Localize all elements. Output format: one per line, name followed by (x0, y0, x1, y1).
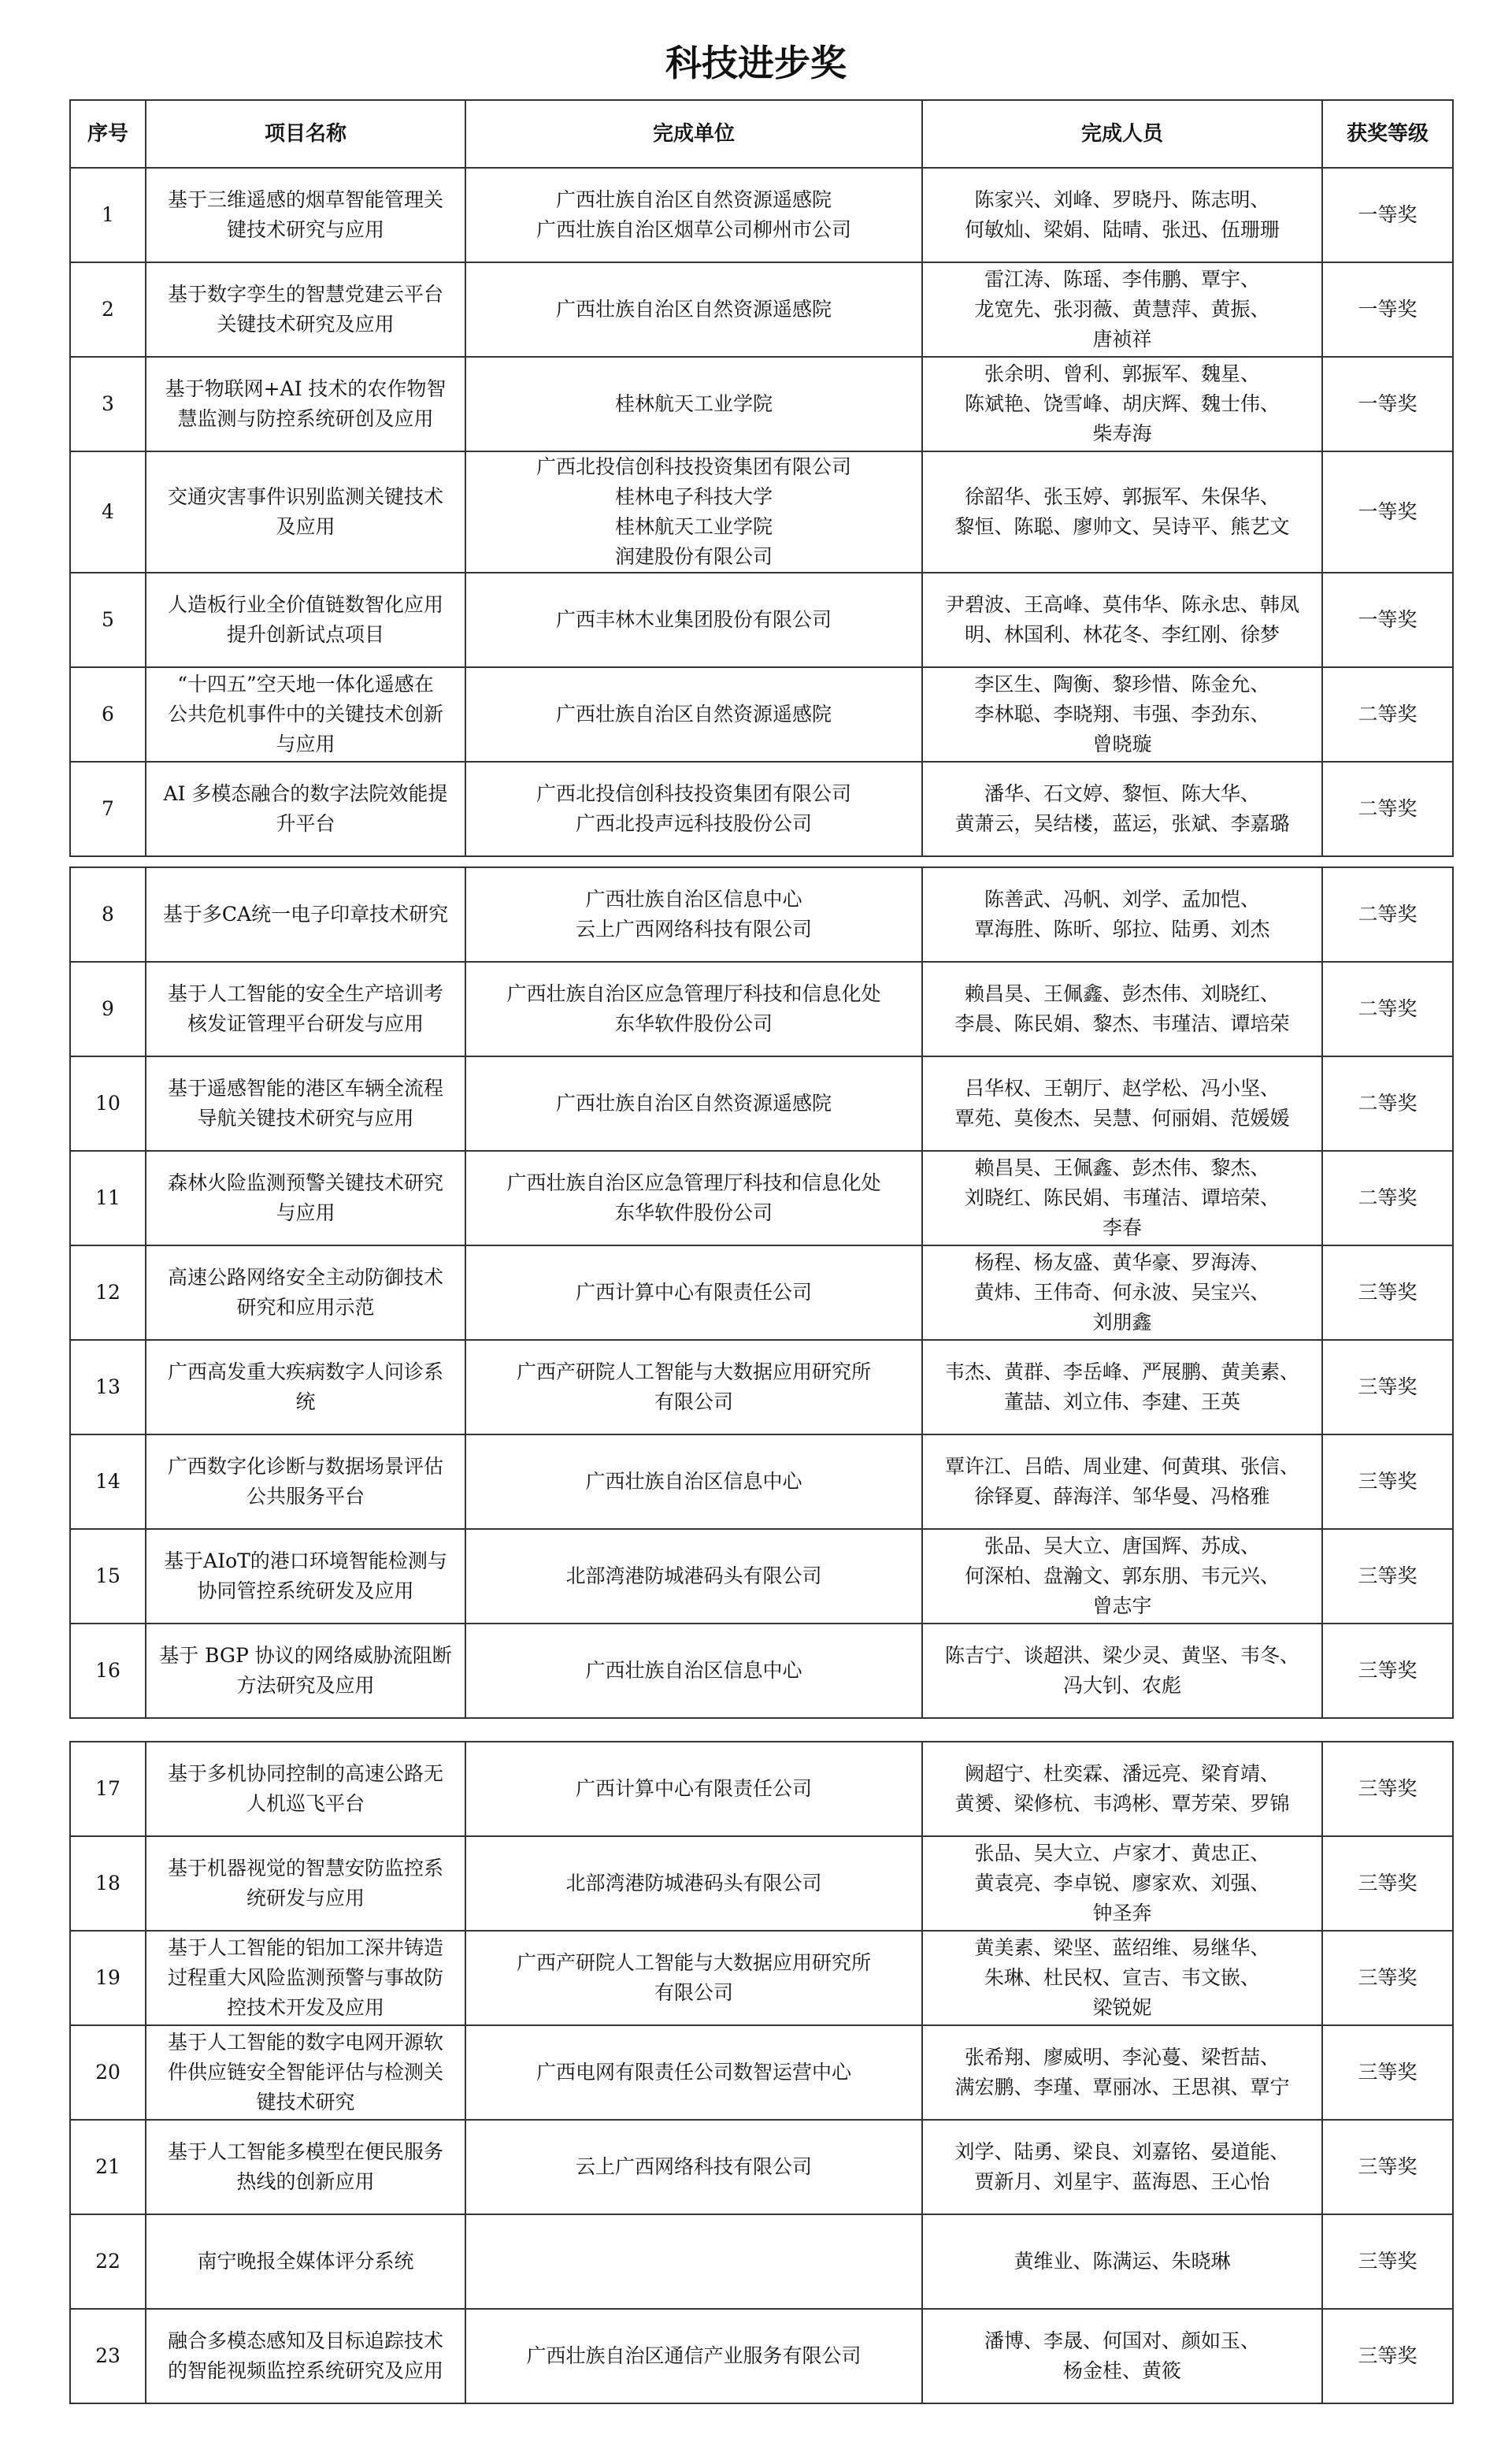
row-seq: 21 (70, 2120, 146, 2214)
unit-line: 广西壮族自治区自然资源遥感院 (555, 1092, 832, 1115)
people-line: 张余明、曾利、郭振军、魏星、 (984, 362, 1260, 385)
row-project-name (146, 357, 465, 451)
unit-line: 广西壮族自治区信息中心 (585, 1659, 802, 1682)
project-name-line: 热线的创新应用 (236, 2170, 375, 2193)
people-line: 潘华、石文婷、黎恒、陈大华、 (984, 782, 1260, 805)
people-line: 张品、吴大立、唐国辉、苏成、 (984, 1535, 1260, 1557)
table-row (70, 1434, 1453, 1529)
unit-line: 广西计算中心有限责任公司 (575, 1281, 812, 1304)
row-units (465, 1151, 922, 1245)
row-project-name (146, 1624, 465, 1718)
table-row (70, 451, 1453, 573)
project-name-line: 升平台 (276, 812, 335, 835)
unit-line: 广西计算中心有限责任公司 (575, 1777, 812, 1800)
project-name-line: 方法研究及应用 (236, 1674, 375, 1697)
unit-line: 广西产研院人工智能与大数据应用研究所 (516, 1951, 871, 1974)
row-people (922, 1931, 1322, 2025)
people-line: 杨程、杨友盛、黄华豪、罗海涛、 (974, 1251, 1270, 1274)
table-row (70, 2120, 1453, 2214)
row-units (465, 1931, 922, 2025)
people-line: 刘晓红、陈民娟、韦瑾洁、谭培荣、 (964, 1186, 1280, 1209)
table-row (70, 1931, 1453, 2025)
project-name-line: 基于 BGP 协议的网络威胁流阻断 (159, 1644, 452, 1667)
row-project-name (146, 1931, 465, 2025)
table-row (70, 1245, 1453, 1340)
table-header-row (70, 100, 1453, 168)
row-units (465, 2214, 922, 2309)
row-award-grade: 三等奖 (1322, 1742, 1453, 1836)
project-name-line: 高速公路网络安全主动防御技术 (167, 1266, 443, 1289)
row-units (465, 1742, 922, 1836)
row-units (465, 962, 922, 1056)
row-award-grade: 二等奖 (1322, 867, 1453, 962)
project-name-line: 基于AIoT的港口环境智能检测与 (164, 1549, 447, 1572)
table-row (70, 262, 1453, 357)
people-line: 张品、吴大立、卢家才、黄忠正、 (974, 1842, 1270, 1865)
table-row (70, 2309, 1453, 2403)
project-name-line: 件供应链安全智能评估与检测关 (167, 2061, 443, 2084)
row-units (465, 262, 922, 357)
people-line: 覃苑、莫俊杰、吴慧、何丽娟、范媛媛 (954, 1107, 1290, 1130)
row-award-grade: 三等奖 (1322, 1434, 1453, 1529)
header-unit: 完成单位 (465, 100, 922, 168)
project-name-line: 融合多模态感知及目标追踪技术 (167, 2329, 443, 2352)
project-name-line: 人造板行业全价值链数智化应用 (167, 593, 443, 616)
row-people (922, 867, 1322, 962)
row-award-grade: 三等奖 (1322, 1529, 1453, 1624)
row-seq: 19 (70, 1931, 146, 2025)
project-name-line: 基于多CA统一电子印章技术研究 (162, 903, 449, 926)
row-units (465, 1836, 922, 1931)
unit-line: 有限公司 (654, 1390, 733, 1413)
row-award-grade: 三等奖 (1322, 1245, 1453, 1340)
row-project-name (146, 867, 465, 962)
unit-line: 广西壮族自治区自然资源遥感院 (555, 188, 832, 211)
project-name-line: 基于人工智能的铝加工深井铸造 (167, 1936, 443, 1959)
row-people (922, 1434, 1322, 1529)
row-units (465, 1624, 922, 1718)
people-line: 吕华权、王朝厅、赵学松、冯小坚、 (964, 1077, 1280, 1100)
table-row (70, 2025, 1453, 2120)
row-project-name (146, 667, 465, 762)
project-name-line: “十四五”空天地一体化遥感在 (177, 673, 434, 696)
unit-line: 润建股份有限公司 (614, 545, 773, 568)
row-units (465, 1056, 922, 1151)
people-line: 刘朋鑫 (1092, 1311, 1152, 1334)
unit-line: 广西壮族自治区通信产业服务有限公司 (526, 2344, 862, 2367)
row-project-name (146, 1529, 465, 1624)
table-row (70, 667, 1453, 762)
table-row (70, 1624, 1453, 1718)
row-people (922, 2214, 1322, 2309)
project-name-line: 键技术研究 (256, 2091, 355, 2113)
project-name-line: 统 (295, 1390, 316, 1413)
row-award-grade: 二等奖 (1322, 1056, 1453, 1151)
row-seq: 3 (70, 357, 146, 451)
project-name-line: 关键技术研究及应用 (217, 313, 395, 336)
row-seq: 1 (70, 168, 146, 262)
unit-line: 北部湾港防城港码头有限公司 (565, 1564, 822, 1587)
row-people (922, 1056, 1322, 1151)
people-line: 董喆、刘立伟、李建、王英 (1003, 1390, 1240, 1413)
row-people (922, 1529, 1322, 1624)
row-award-grade: 三等奖 (1322, 1340, 1453, 1434)
unit-line: 广西壮族自治区应急管理厅科技和信息化处 (506, 982, 881, 1005)
people-line: 陈吉宁、谈超洪、梁少灵、黄坚、韦冬、 (944, 1644, 1299, 1667)
row-seq: 23 (70, 2309, 146, 2403)
people-line: 张希翔、廖威明、李沁蔓、梁哲喆、 (964, 2046, 1280, 2069)
row-units (465, 573, 922, 667)
people-line: 唐祯祥 (1092, 328, 1152, 351)
people-line: 何敏灿、梁娟、陆晴、张迅、伍珊珊 (964, 218, 1280, 241)
project-name-line: AI 多模态融合的数字法院效能提 (163, 782, 448, 805)
people-line: 杨金桂、黄筱 (1062, 2359, 1181, 2382)
row-people (922, 962, 1322, 1056)
row-seq: 7 (70, 762, 146, 856)
row-people (922, 1624, 1322, 1718)
row-award-grade: 三等奖 (1322, 1624, 1453, 1718)
unit-line: 广西产研院人工智能与大数据应用研究所 (516, 1360, 871, 1383)
row-seq: 5 (70, 573, 146, 667)
project-name-line: 基于数字孪生的智慧党建云平台 (167, 283, 443, 306)
row-people (922, 451, 1322, 573)
row-seq: 4 (70, 451, 146, 573)
row-project-name (146, 1434, 465, 1529)
project-name-line: 提升创新试点项目 (226, 623, 384, 646)
row-units (465, 667, 922, 762)
project-name-line: 基于物联网+AI 技术的农作物智 (165, 377, 447, 400)
people-line: 黄袁亮、李卓锐、廖家欢、刘强、 (974, 1872, 1270, 1894)
project-name-line: 与应用 (276, 733, 335, 755)
row-award-grade: 三等奖 (1322, 2120, 1453, 2214)
row-seq: 9 (70, 962, 146, 1056)
row-project-name (146, 1836, 465, 1931)
people-line: 黄美素、梁坚、蓝绍维、易继华、 (974, 1936, 1270, 1959)
row-project-name (146, 962, 465, 1056)
row-seq: 20 (70, 2025, 146, 2120)
people-line: 黄维业、陈满运、朱晓琳 (1014, 2250, 1231, 2273)
row-award-grade: 一等奖 (1322, 357, 1453, 451)
people-line: 覃许江、吕皓、周业建、何黄琪、张信、 (944, 1455, 1299, 1478)
table-row (70, 1836, 1453, 1931)
unit-line: 东华软件股份公司 (614, 1012, 773, 1035)
unit-line: 北部湾港防城港码头有限公司 (565, 1872, 822, 1894)
unit-line: 桂林电子科技大学 (614, 485, 773, 508)
project-name-line: 过程重大风险监测预警与事故防 (167, 1966, 443, 1989)
unit-line: 广西壮族自治区应急管理厅科技和信息化处 (506, 1171, 881, 1194)
people-line: 赖昌昊、王佩鑫、彭杰伟、黎杰、 (974, 1156, 1270, 1179)
people-line: 刘学、陆勇、梁良、刘嘉铭、晏道能、 (954, 2140, 1290, 2163)
project-name-line: 慧监测与防控系统研创及应用 (177, 407, 434, 430)
table-row (70, 1529, 1453, 1624)
row-units (465, 2120, 922, 2214)
people-line: 阙超宁、杜奕霖、潘远亮、梁育靖、 (964, 1762, 1280, 1785)
project-name-line: 及应用 (276, 515, 335, 538)
table-row (70, 1151, 1453, 1245)
header-seq: 序号 (70, 100, 146, 168)
row-award-grade: 三等奖 (1322, 2025, 1453, 2120)
row-units (465, 1245, 922, 1340)
people-line: 满宏鹏、李瑾、覃丽冰、王思祺、覃宁 (954, 2076, 1290, 2099)
people-line: 明、林国利、林花冬、李红刚、徐梦 (964, 623, 1280, 646)
row-project-name (146, 168, 465, 262)
unit-line: 广西北投信创科技投资集团有限公司 (536, 782, 851, 805)
header-people: 完成人员 (922, 100, 1322, 168)
unit-line: 广西壮族自治区信息中心 (585, 1470, 802, 1493)
project-name-line: 基于人工智能的安全生产培训考 (167, 982, 443, 1005)
people-line: 尹碧波、王高峰、莫伟华、陈永忠、韩凤 (944, 593, 1299, 616)
project-name-line: 森林火险监测预警关键技术研究 (167, 1171, 443, 1194)
people-line: 黎恒、陈聪、廖帅文、吴诗平、熊艺文 (954, 515, 1290, 538)
row-seq: 22 (70, 2214, 146, 2309)
row-seq: 8 (70, 867, 146, 962)
people-line: 李春 (1102, 1216, 1142, 1239)
table-row (70, 867, 1453, 962)
people-line: 李晨、陈民娟、黎杰、韦瑾洁、谭培荣 (954, 1012, 1290, 1035)
row-units (465, 168, 922, 262)
unit-line: 有限公司 (654, 1981, 733, 2004)
row-project-name (146, 2309, 465, 2403)
people-line: 黄赟、梁修杭、韦鸿彬、覃芳荣、罗锦 (954, 1792, 1290, 1815)
table-row (70, 168, 1453, 262)
project-name-line: 导航关键技术研究与应用 (197, 1107, 414, 1130)
project-name-line: 协同管控系统研发及应用 (197, 1579, 414, 1602)
row-seq: 2 (70, 262, 146, 357)
row-award-grade: 二等奖 (1322, 667, 1453, 762)
header-project: 项目名称 (146, 100, 465, 168)
row-people (922, 762, 1322, 856)
people-line: 曾晓璇 (1092, 733, 1152, 755)
people-line: 韦杰、黄群、李岳峰、严展鹏、黄美素、 (944, 1360, 1299, 1383)
row-people (922, 1340, 1322, 1434)
unit-line: 广西北投声远科技股份公司 (575, 812, 812, 835)
project-name-line: 控技术开发及应用 (226, 1996, 384, 2019)
row-seq: 14 (70, 1434, 146, 1529)
people-line: 陈家兴、刘峰、罗晓丹、陈志明、 (974, 188, 1270, 211)
unit-line: 云上广西网络科技有限公司 (575, 2155, 812, 2178)
row-project-name (146, 2025, 465, 2120)
row-seq: 13 (70, 1340, 146, 1434)
row-units (465, 762, 922, 856)
row-units (465, 2025, 922, 2120)
project-name-line: 公共服务平台 (246, 1485, 365, 1508)
project-name-line: 广西高发重大疾病数字人问诊系 (167, 1360, 443, 1383)
row-award-grade: 二等奖 (1322, 1151, 1453, 1245)
row-project-name (146, 262, 465, 357)
row-project-name (146, 1056, 465, 1151)
row-units (465, 1434, 922, 1529)
unit-line: 广西壮族自治区自然资源遥感院 (555, 703, 832, 726)
people-line: 李林聪、李晓翔、韦强、李劲东、 (974, 703, 1270, 726)
project-name-line: 基于三维遥感的烟草智能管理关 (167, 188, 443, 211)
award-table-part-3 (69, 1741, 1454, 2404)
people-line: 潘博、李晟、何国对、颜如玉、 (984, 2329, 1260, 2352)
people-line: 覃海胜、陈昕、邬拉、陆勇、刘杰 (974, 918, 1270, 941)
unit-line: 桂林航天工业学院 (614, 392, 773, 415)
people-line: 梁锐妮 (1092, 1996, 1152, 2019)
award-table-part-2 (69, 867, 1454, 1719)
unit-line: 广西北投信创科技投资集团有限公司 (536, 455, 851, 478)
row-units (465, 1529, 922, 1624)
project-name-line: 基于机器视觉的智慧安防监控系 (167, 1857, 443, 1880)
row-people (922, 168, 1322, 262)
unit-line: 广西壮族自治区自然资源遥感院 (555, 298, 832, 321)
people-line: 龙宽先、张羽薇、黄慧萍、黄振、 (974, 298, 1270, 321)
people-line: 徐铎夏、薛海洋、邹华曼、冯格雅 (974, 1485, 1270, 1508)
people-line: 徐韶华、张玉婷、郭振军、朱保华、 (964, 485, 1280, 508)
row-project-name (146, 1245, 465, 1340)
row-seq: 12 (70, 1245, 146, 1340)
row-seq: 16 (70, 1624, 146, 1718)
project-name-line: 人机巡飞平台 (246, 1792, 365, 1815)
project-name-line: 广西数字化诊断与数据场景评估 (167, 1455, 443, 1478)
project-name-line: 交通灾害事件识别监测关键技术 (167, 485, 443, 508)
row-project-name (146, 1151, 465, 1245)
row-people (922, 2309, 1322, 2403)
row-seq: 6 (70, 667, 146, 762)
project-name-line: 基于多机协同控制的高速公路无 (167, 1762, 443, 1785)
row-project-name (146, 1742, 465, 1836)
project-name-line: 南宁晚报全媒体评分系统 (197, 2250, 414, 2273)
row-project-name (146, 451, 465, 573)
table-row (70, 573, 1453, 667)
table-row (70, 1056, 1453, 1151)
people-line: 何深柏、盘瀚文、郭东朋、韦元兴、 (964, 1564, 1280, 1587)
row-award-grade: 一等奖 (1322, 573, 1453, 667)
row-people (922, 1742, 1322, 1836)
row-project-name (146, 2214, 465, 2309)
unit-line: 广西电网有限责任公司数智运营中心 (536, 2061, 851, 2084)
project-name-line: 键技术研究与应用 (226, 218, 384, 241)
unit-line: 广西壮族自治区信息中心 (585, 888, 802, 911)
row-units (465, 451, 922, 573)
row-award-grade: 一等奖 (1322, 262, 1453, 357)
people-line: 黄炜、王伟奇、何永波、吴宝兴、 (974, 1281, 1270, 1304)
row-people (922, 2025, 1322, 2120)
unit-line: 云上广西网络科技有限公司 (575, 918, 812, 941)
award-table-part-1 (69, 99, 1454, 857)
project-name-line: 研究和应用示范 (236, 1296, 375, 1319)
row-seq: 17 (70, 1742, 146, 1836)
header-grade: 获奖等级 (1322, 100, 1453, 168)
row-units (465, 1340, 922, 1434)
row-award-grade: 三等奖 (1322, 1931, 1453, 2025)
row-people (922, 262, 1322, 357)
project-name-line: 公共危机事件中的关键技术创新 (167, 703, 443, 726)
table-row (70, 1742, 1453, 1836)
people-line: 赖昌昊、王佩鑫、彭杰伟、刘晓红、 (964, 982, 1280, 1005)
table-row (70, 2214, 1453, 2309)
row-units (465, 867, 922, 962)
row-people (922, 1151, 1322, 1245)
row-award-grade: 二等奖 (1322, 962, 1453, 1056)
project-name-line: 的智能视频监控系统研究及应用 (167, 2359, 443, 2382)
row-project-name (146, 573, 465, 667)
row-project-name (146, 1340, 465, 1434)
table-row (70, 962, 1453, 1056)
people-line: 陈斌艳、饶雪峰、胡庆辉、魏士伟、 (964, 392, 1280, 415)
row-people (922, 1245, 1322, 1340)
row-award-grade: 三等奖 (1322, 2214, 1453, 2309)
row-award-grade: 一等奖 (1322, 451, 1453, 573)
table-row (70, 1340, 1453, 1434)
project-name-line: 基于人工智能的数字电网开源软 (167, 2031, 443, 2054)
page-title: 科技进步奖 (665, 42, 847, 84)
project-name-line: 统研发与应用 (246, 1887, 365, 1909)
row-seq: 11 (70, 1151, 146, 1245)
row-award-grade: 三等奖 (1322, 2309, 1453, 2403)
people-line: 柴寿海 (1092, 422, 1152, 445)
row-people (922, 573, 1322, 667)
row-units (465, 2309, 922, 2403)
table-row (70, 357, 1453, 451)
row-award-grade: 二等奖 (1322, 762, 1453, 856)
project-name-line: 与应用 (276, 1201, 335, 1224)
people-line: 冯大钊、农彪 (1062, 1674, 1181, 1697)
people-line: 钟圣奔 (1092, 1902, 1152, 1924)
people-line: 雷江涛、陈瑶、李伟鹏、覃宇、 (984, 268, 1260, 291)
people-line: 曾志宇 (1092, 1594, 1152, 1617)
unit-line: 桂林航天工业学院 (614, 515, 773, 538)
row-project-name (146, 2120, 465, 2214)
project-name-line: 基于人工智能多模型在便民服务 (167, 2140, 443, 2163)
unit-line: 广西丰林木业集团股份有限公司 (555, 608, 832, 631)
row-seq: 10 (70, 1056, 146, 1151)
project-name-line: 核发证管理平台研发与应用 (187, 1012, 424, 1035)
table-row (70, 762, 1453, 856)
people-line: 贾新月、刘星宇、蓝海恩、王心怡 (974, 2170, 1270, 2193)
project-name-line: 基于遥感智能的港区车辆全流程 (167, 1077, 443, 1100)
unit-line: 东华软件股份公司 (614, 1201, 773, 1224)
row-seq: 18 (70, 1836, 146, 1931)
row-people (922, 357, 1322, 451)
row-people (922, 667, 1322, 762)
row-units (465, 357, 922, 451)
people-line: 黄萧云，吴结楼，蓝运，张斌、李嘉璐 (954, 812, 1290, 835)
row-seq: 15 (70, 1529, 146, 1624)
row-award-grade: 一等奖 (1322, 168, 1453, 262)
people-line: 陈善武、冯帆、刘学、孟加恺、 (984, 888, 1260, 911)
people-line: 李区生、陶衡、黎珍惜、陈金允、 (974, 673, 1270, 696)
row-people (922, 2120, 1322, 2214)
people-line: 朱琳、杜民权、宣吉、韦文嵌、 (984, 1966, 1260, 1989)
unit-line: 广西壮族自治区烟草公司柳州市公司 (536, 218, 851, 241)
row-project-name (146, 762, 465, 856)
row-people (922, 1836, 1322, 1931)
row-award-grade: 三等奖 (1322, 1836, 1453, 1931)
